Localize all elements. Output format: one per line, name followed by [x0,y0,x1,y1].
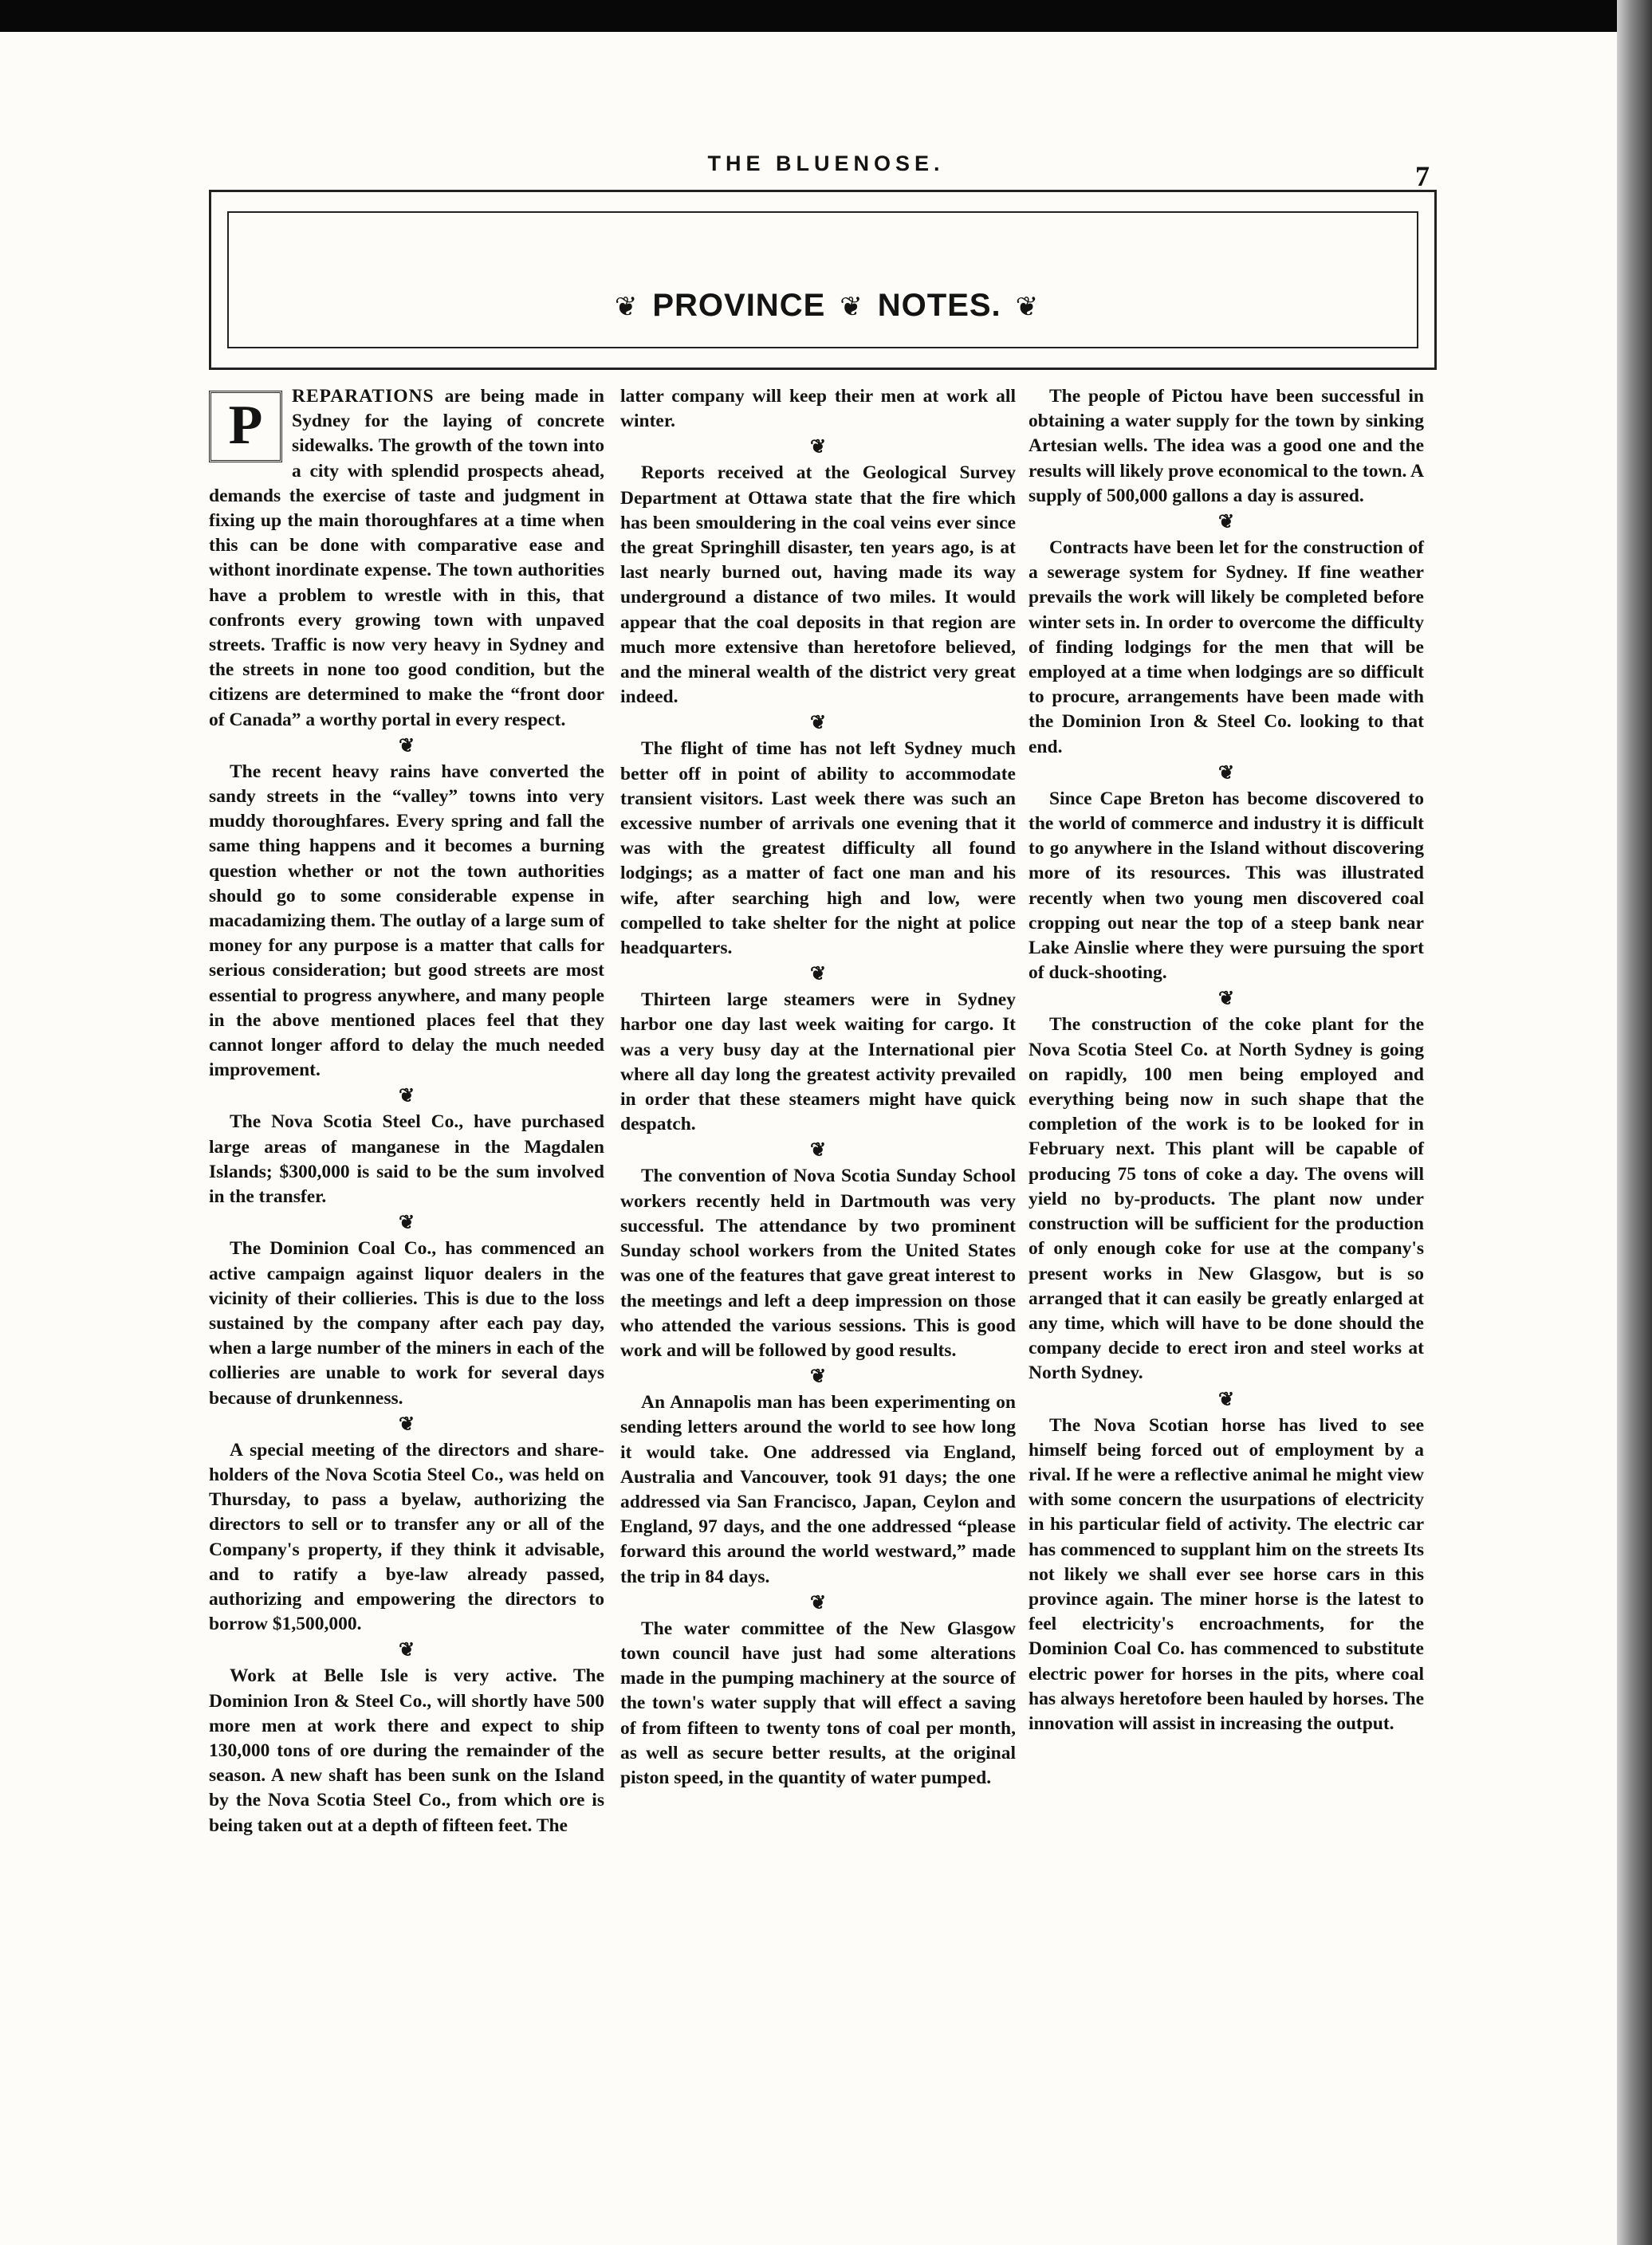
paragraph-text: are being made in Sydney for the laying of concrete sidewalks. The growth of the town into a city with splendid prospects ahead, demands the exercise of taste and judgment in fixing up the main thoroughfares at a time when this can be done with comparative ease and withont inordinate expense. The town authorities have a problem to wrestle with in this, that confronts every growing town with unpaved streets. Traffic is now very heavy in Sydney and the streets in none too good condition, but the citizens are determined to make the “front door of Canada” a worthy portal in every respect. [209,386,604,730]
news-paragraph [209,384,604,733]
paragraph-text: Reports received at the Geological Survey Department at Ottawa state that the fire which has been smouldering in the coal veins ever since the great Springhill disaster, ten years ago, is at last nearly burned out, having made its way underground a distance of two miles. It would appear that the coal deposits in that region are much more extensive than heretofore believed, and the mineral wealth of the district very great indeed. [620,462,1016,708]
news-paragraph [620,988,1016,1137]
page-number: 7 [1415,160,1430,192]
article-column-1 [209,384,604,1838]
paragraph-text: A special meeting of the directors and share-holders of the Nova Scotia Steel Co., was held on Thursday, to pass a byelaw, authorizing the directors to sell or to transfer any or all of the Company's property, if they think it advisable, and to ratify a bye-law already passed, authorizing and empowering the directors to borrow $1,500,000. [209,1439,604,1635]
drop-cap-initial: P [209,391,282,462]
section-title-word-1: PROVINCE [652,288,826,323]
news-paragraph [620,1617,1016,1791]
paragraph-text: Thirteen large steamers were in Sydney harbor one day last week waiting for cargo. It was a very busy day at the International pier where all day long the greatest activity prevailed in order that these steamers might have quick despatch. [620,989,1016,1135]
news-paragraph [1029,536,1424,760]
leaf-ornament-icon: ❦ [398,1413,415,1435]
paragraph-text: latter company will keep their men at work all winter. [620,386,1016,432]
paragraph-text: The recent heavy rains have converted the sandy streets in the “valley” towns into very muddy thoroughfares. Every spring and fall the same thing happens and it becomes a burning question whether or not the town authorities should go to some considerable expense in macadamizing them. The outlay of a large sum of money for any purpose is a matter that calls for serious consideration; but good streets are most essential to progress anywhere, and many people in the above mentioned places feel that they cannot longer afford to delay the much needed improvement. [209,761,604,1081]
article-column-2 [620,384,1016,1791]
scan-top-edge [0,0,1652,32]
leaf-ornament-icon: ❦ [840,292,863,322]
section-title-inner-frame [227,211,1418,348]
leaf-ornament-icon: ❦ [398,1213,415,1234]
leaf-ornament-icon: ❦ [809,1140,827,1162]
leaf-ornament-icon: ❦ [1217,512,1235,533]
news-paragraph [620,461,1016,710]
leaf-ornament-icon: ❦ [1217,1389,1235,1410]
paragraph-text: The water committee of the New Glasgow town council have just had some alterations made in the pumping machinery at the source of the town's water supply that will effect a saving of from fifteen to twenty tons of coal per month, as well as secure better results, at the original piston speed, in the quantity of water pumped. [620,1618,1016,1788]
news-paragraph [620,384,1016,434]
leaf-ornament-icon: ❦ [809,437,827,458]
news-paragraph [209,1110,604,1209]
leaf-ornament-icon: ❦ [1217,762,1235,784]
section-title-frame [209,190,1437,370]
news-paragraph [1029,1413,1424,1737]
running-title: THE BLUENOSE. [707,151,945,175]
news-paragraph [1029,384,1424,509]
paragraph-text: Work at Belle Isle is very active. The Dominion Iron & Steel Co., will shortly have 500 more men at work there and expect to ship 130,000 tons of ore during the remainder of the season. A new shaft has been sunk on the Island by the Nova Scotia Steel Co., from which ore is being taken out at a depth of fifteen feet. The [209,1665,604,1836]
news-paragraph [620,737,1016,961]
paragraph-text: The Nova Scotia Steel Co., have purchased large areas of manganese in the Magdalen Islands; $300,000 is said to be the sum involved in the transfer. [209,1111,604,1208]
news-paragraph [209,1664,604,1838]
news-paragraph [620,1164,1016,1363]
lead-in-word: REPARATIONS [292,386,435,407]
news-paragraph [209,1438,604,1638]
paragraph-text: The convention of Nova Scotia Sunday School workers recently held in Dartmouth was very successful. The attendance by two prominent Sunday school workers from the United States was one of the features that gave great interest to the meetings and left a deep impression on those who attended the various sessions. This is good work and will be followed by good results. [620,1166,1016,1361]
leaf-ornament-icon: ❦ [809,713,827,734]
paragraph-text: The Dominion Coal Co., has commenced an active campaign against liquor dealers in the vicinity of their collieries. This is due to the loss sustained by the company after each pay day, when a large number of the miners in each of the collieries are unable to work for several days because of drunkenness. [209,1238,604,1409]
paragraph-text: The Nova Scotian horse has lived to see himself being forced out of employment by a rival. If he were a reflective animal he might view with some concern the usurpations of electricity in his particular field of activity. The electric car has commenced to supplant him on the streets Its not likely we shall ever see horse cars in this province again. The miner horse is the latest to feel electricity's encroachments, for the Dominion Coal Co. has commenced to substitute electric power for horses in the pits, where coal has always heretofore been hauled by horses. The innovation will assist in increasing the output. [1029,1414,1424,1734]
scan-right-edge [1617,0,1652,2245]
section-title [229,288,1425,324]
news-paragraph [1029,1012,1424,1386]
leaf-ornament-icon: ❦ [398,1640,415,1661]
paragraph-text: The people of Pictou have been successful in obtaining a water supply for the town by sinking Artesian wells. The idea was a good one and the results will likely prove economical to the town. A supply of 500,000 gallons a day is assured. [1029,386,1424,506]
leaf-ornament-icon: ❦ [1217,989,1235,1010]
news-paragraph [620,1390,1016,1590]
paragraph-text: An Annapolis man has been experimenting on sending letters around the world to see how long it would take. One addressed via England, Australia and Vancouver, took 91 days; the one addressed via San Francisco, Japan, Ceylon and England, 97 days, and the one addressed “please forward this around the world westward,” made the trip in 84 days. [620,1392,1016,1587]
paragraph-text: Since Cape Breton has become discovered to the world of commerce and industry it is difficult to go anywhere in the Island without discovering more of its resources. This was illustrated recently when two young men discovered coal cropping out near the top of a steep bank near Lake Ainslie where they were pursuing the sport of duck-shooting. [1029,788,1424,984]
article-column-3 [1029,384,1424,1736]
paragraph-text: The flight of time has not left Sydney much better off in point of ability to accommodate transient visitors. Last week there was such an excessive number of arrivals one evening that it was with the greatest difficulty all found lodgings; as a matter of fact one man and his wife, after searching high and low, were compelled to take shelter for the night at police headquarters. [620,738,1016,959]
leaf-ornament-icon: ❦ [809,964,827,985]
leaf-ornament-icon: ❦ [809,1592,827,1614]
news-paragraph [209,760,604,1083]
paragraph-text: Contracts have been let for the construction of a sewerage system for Sydney. If fine weather prevails the work will likely be completed before winter sets in. In order to overcome the difficulty of finding lodgings for the men that will be employed at a time when lodgings are so difficult to procure, arrangements have been made with the Dominion Iron & Steel Co. looking to that end. [1029,537,1424,757]
leaf-ornament-icon: ❦ [809,1366,827,1388]
paragraph-text: The construction of the coke plant for the Nova Scotia Steel Co. at North Sydney is going on rapidly, 100 men being employed and everything being now in such shape that the completion of the work is to be looked for in February next. This plant will be capable of producing 75 tons of coke a day. The ovens will yield no by-products. The plant now under construction will be sufficient for the production of only enough coke for use at the company's present works in New Glasgow, but is so arranged that it can easily be greatly enlarged at any time, which will have to be done should the company decide to erect iron and steel works at North Sydney. [1029,1014,1424,1384]
leaf-ornament-icon: ❦ [614,292,639,322]
leaf-ornament-icon: ❦ [1015,292,1040,322]
section-title-word-2: NOTES. [877,288,1001,323]
news-paragraph [209,1237,604,1410]
news-paragraph [1029,787,1424,986]
leaf-ornament-icon: ❦ [398,1086,415,1107]
leaf-ornament-icon: ❦ [398,735,415,757]
